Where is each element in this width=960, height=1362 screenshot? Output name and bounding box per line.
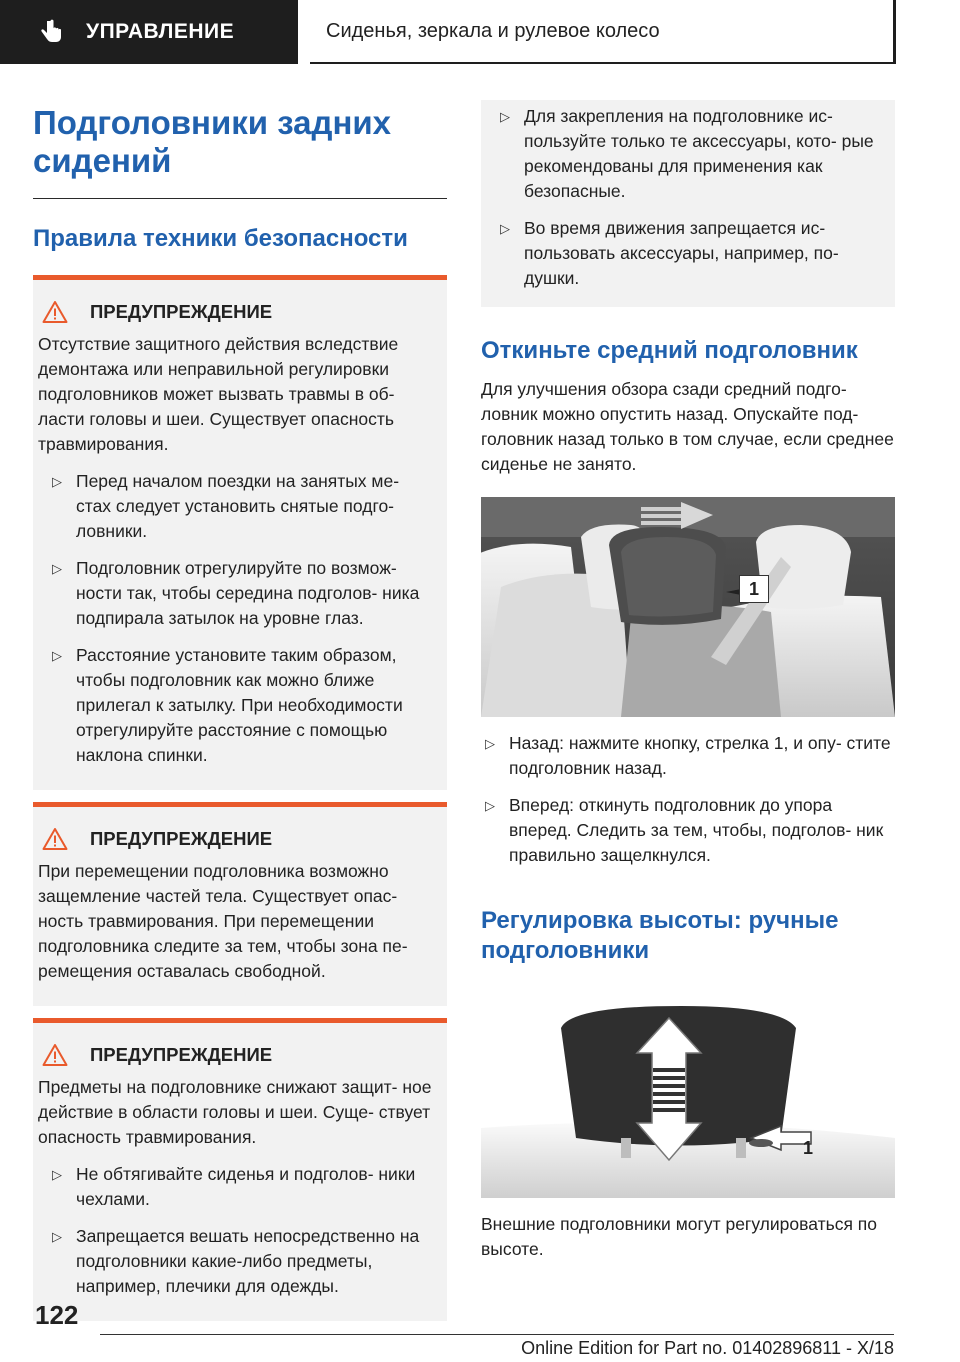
triangle-bullet-icon: ▷ [52,561,62,576]
warning-text: Предметы на подголовнике снижают защит- ное действие в области головы и шеи. Суще- ствует опасность травмирования. [38,1077,432,1147]
hand-control-icon [38,19,64,45]
warning-triangle-icon [42,1043,68,1067]
page-title: Подголовники задних сидений [33,104,392,179]
left-column [33,104,447,1321]
height-text: Внешние подголовники могут регулироваться по высоте. [481,1214,878,1259]
warning-title: ПРЕДУПРЕЖДЕНИЕ [90,1044,273,1065]
warning-title: ПРЕДУПРЕЖДЕНИЕ [90,828,273,849]
headrest-fold-illustration [481,497,895,717]
list-item: ▷ Вперед: откинуть подголовник до упора вперед. Следить за тем, чтобы, подголов- ник правильно защелкнулся. [481,793,895,868]
list-item: ▷ Подголовник отрегулируйте по возмож- ности так, чтобы середина подголов- ника подпирала затылок на уровне глаз. [38,556,433,631]
headrest-height-image [481,998,895,1198]
list-item: ▷ Не обтягивайте сиденья и подголов- ники чехлами. [38,1162,433,1212]
height-heading: Регулировка высоты: ручные подголовники [481,907,839,964]
callout-1: 1 [739,575,769,603]
warning-box-1-continued [481,100,895,307]
list-item: ▷ Для закрепления на подголовнике ис- пользуйте только те аксессуары, кото- рые рекомендованы для применения как безопасные. [486,104,881,204]
title-divider [33,198,447,199]
warning-triangle-icon [42,300,68,324]
page-footer [0,1290,960,1362]
list-item: ▷ Расстояние установите таким образом, чтобы подголовник как можно ближе прилегал к затылку. При необходимости отрегулируйте расстояние с помощью наклона спинки. [38,643,433,768]
right-column [481,100,895,1262]
warning-text: Отсутствие защитного действия вследствие демонтажа или неправильной регулировки подголовников может вызвать травмы в об- ласти головы и шеи. Существует опасность травмирования. [38,334,399,454]
headrest-height-illustration [481,998,895,1198]
page-number: 122 [35,1300,79,1330]
safety-heading: Правила техники безопасности [33,225,408,252]
triangle-bullet-icon: ▷ [52,1167,62,1182]
warning-box-2 [33,802,447,1006]
section-label: УПРАВЛЕНИЕ [86,20,235,43]
warning-title: ПРЕДУПРЕЖДЕНИЕ [90,301,273,322]
triangle-bullet-icon: ▷ [500,109,510,124]
triangle-bullet-icon: ▷ [500,221,510,236]
triangle-bullet-icon: ▷ [485,798,495,813]
rear-seats-image [481,497,895,717]
list-item: ▷ Во время движения запрещается ис- пользовать аксессуары, например, по- душки. [486,216,881,291]
triangle-bullet-icon: ▷ [52,648,62,663]
list-item: ▷ Запрещается вешать непосредственно на подголовники какие-либо предметы, например, плечики для одежды. [38,1224,433,1299]
triangle-bullet-icon: ▷ [52,1229,62,1244]
chapter-title: Сиденья, зеркала и рулевое колесо [310,0,896,64]
page-header [0,0,960,66]
warning-box-3 [33,1018,447,1321]
list-item: ▷ Назад: нажмите кнопку, стрелка 1, и опу- стите подголовник назад. [481,731,895,781]
warning-triangle-icon [42,827,68,851]
list-item: ▷ Перед началом поездки на занятых ме- стах следует установить снятые подго- ловники. [38,469,433,544]
callout-1: 1 [802,1137,813,1158]
edition-text: Online Edition for Part no. 01402896811 - X/18 [521,1338,894,1358]
triangle-bullet-icon: ▷ [485,736,495,751]
warning-box-1 [33,275,447,790]
triangle-bullet-icon: ▷ [52,474,62,489]
footer-divider [100,1334,894,1335]
warning-text: При перемещении подголовника возможно защемление частей тела. Существует опас- ность травмирования. При перемещении подголовника следите за тем, чтобы зона пе- ремещения оставалась свободной. [38,861,408,981]
section-tab [0,0,298,64]
fold-heading: Откиньте средний подголовник [481,337,858,364]
fold-text: Для улучшения обзора сзади средний подго- ловник можно опустить назад. Опускайте под- головник назад только в том случае, если среднее сиденье не занято. [481,379,894,474]
